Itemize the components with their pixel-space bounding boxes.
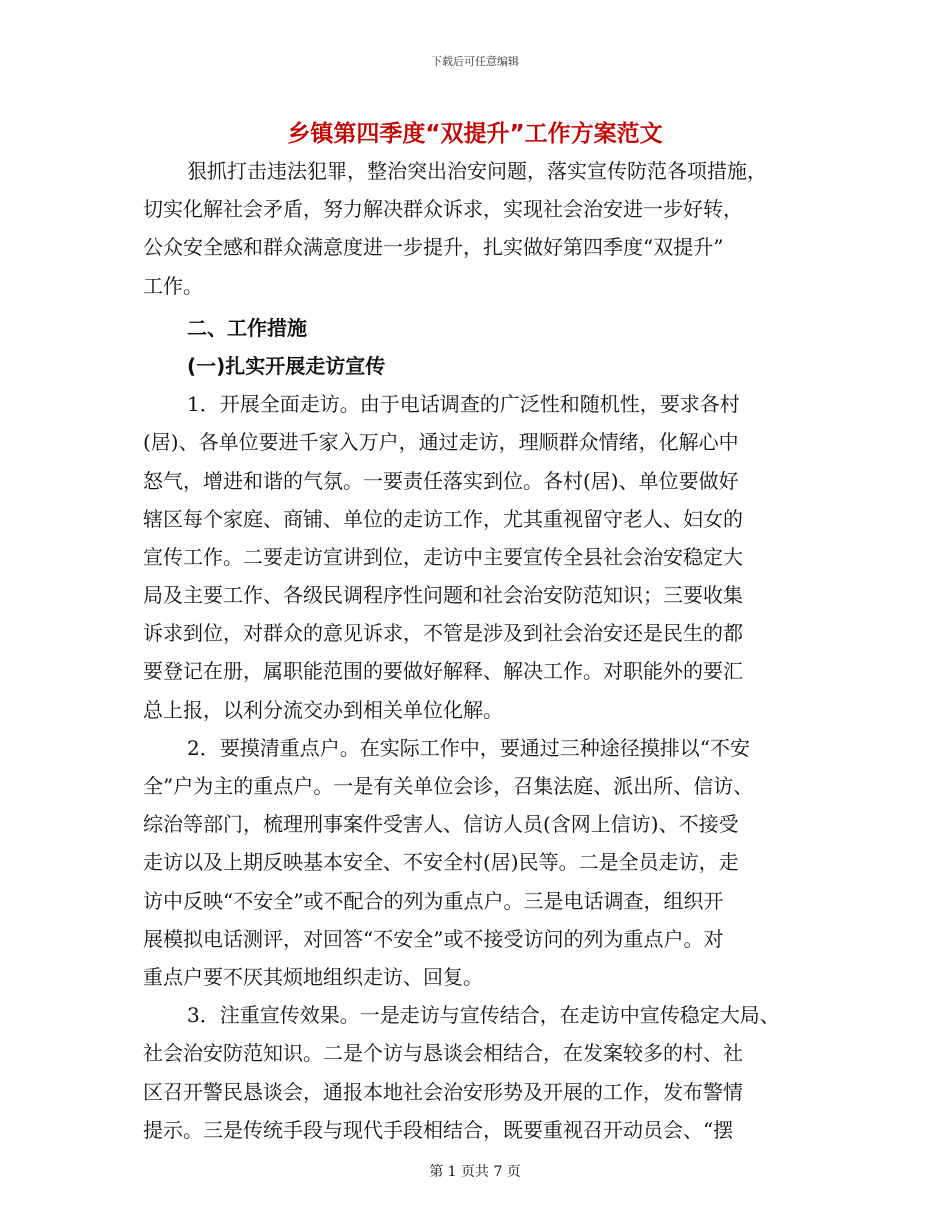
document-title: 乡镇第四季度“双提升”工作方案范文	[287, 121, 663, 147]
paragraph-line: 总上报，以利分流交办到相关单位化解。	[143, 697, 503, 722]
paragraph-line: 狠抓打击违法犯罪，整治突出治安问题，落实宣传防范各项措施，	[187, 159, 767, 183]
paragraph-line: 提示。三是传统手段与现代手段相结合，既要重视召开动员会、“摆	[143, 1117, 734, 1142]
subsection-heading: (一)扎实开展走访宣传	[187, 353, 386, 378]
paragraph-line: 全”户为主的重点户。一是有关单位会诊，召集法庭、派出所、信访、	[143, 774, 754, 798]
paragraph-line: 综治等部门，梳理刑事案件受害人、信访人员(含网上信访)、不接受	[143, 812, 739, 837]
paragraph-line: 诉求到位，对群众的意见诉求，不管是涉及到社会治安还是民生的都	[143, 621, 743, 646]
paragraph-line: 1．开展全面走访。由于电话调查的广泛性和随机性，要求各村	[187, 392, 740, 417]
paragraph-line: 社会治安防范知识。二是个访与恳谈会相结合，在发案较多的村、社	[143, 1041, 743, 1066]
paragraph-line: 走访以及上期反映基本安全、不安全村(居)民等。二是全员走访，走	[143, 850, 739, 875]
paragraph-line: 宣传工作。二要走访宣讲到位，走访中主要宣传全县社会治安稳定大	[143, 544, 743, 569]
header-note: 下载后可任意编辑	[431, 55, 519, 68]
paragraph-line: 访中反映“不安全”或不配合的列为重点户。三是电话调查，组织开	[143, 888, 724, 913]
document-body	[143, 152, 833, 1149]
paragraph-line: 切实化解社会矛盾，努力解决群众诉求，实现社会治安进一步好转，	[143, 197, 743, 222]
paragraph-line: 辖区每个家庭、商铺、单位的走访工作，尤其重视留守老人、妇女的	[143, 506, 743, 531]
paragraph-line: (居)、各单位要进千家入万户，通过走访，理顺群众情绪，化解心中	[143, 430, 739, 455]
paragraph-line: 要登记在册，属职能范围的要做好解释、解决工作。对职能外的要汇	[143, 659, 743, 684]
paragraph-line: 区召开警民恳谈会，通报本地社会治安形势及开展的工作，发布警情	[143, 1079, 743, 1104]
paragraph-line: 公众安全感和群众满意度进一步提升，扎实做好第四季度“双提升”	[143, 235, 724, 260]
page-number: 第 1 页共 7 页	[429, 1164, 521, 1180]
paragraph-line: 展模拟电话测评，对回答“不安全”或不接受访问的列为重点户。对	[143, 926, 724, 951]
paragraph-line: 怒气，增进和谐的气氛。一要责任落实到位。各村(居)、单位要做好	[143, 468, 739, 493]
paragraph-line: 工作。	[143, 273, 203, 298]
paragraph-line: 3．注重宣传效果。一是走访与宣传结合，在走访中宣传稳定大局、	[187, 1003, 780, 1028]
section-heading: 二、工作措施	[187, 315, 307, 340]
paragraph-line: 重点户要不厌其烦地组织走访、回复。	[143, 964, 483, 989]
paragraph-line: 2．要摸清重点户。在实际工作中，要通过三种途径摸排以“不安	[187, 735, 750, 760]
paragraph-line: 局及主要工作、各级民调程序性问题和社会治安防范知识；三要收集	[143, 583, 743, 608]
